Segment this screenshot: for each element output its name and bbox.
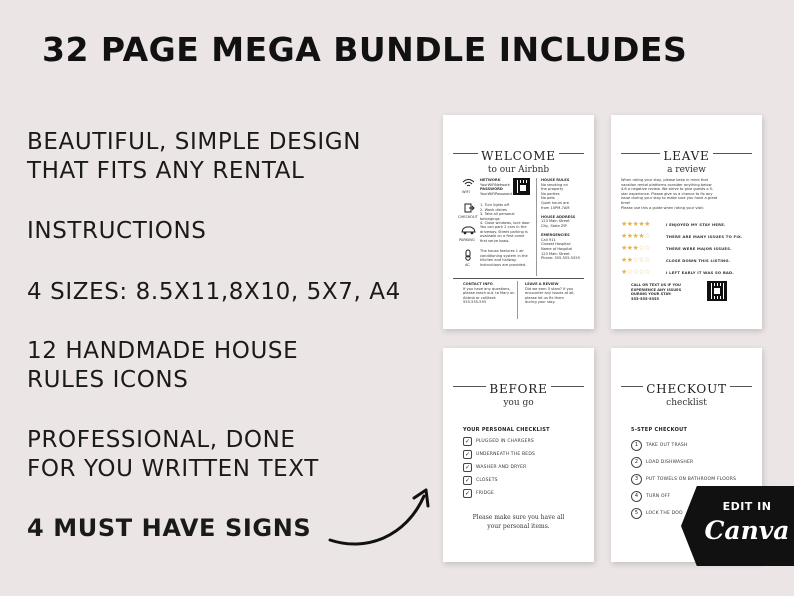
- checkbox-icon: ✓: [464, 490, 471, 497]
- call-text: EXPERIENCE ANY ISSUES: [631, 287, 682, 292]
- step-label: LOCK THE DOO: [646, 511, 683, 516]
- network-label: NETWORK: [480, 178, 501, 182]
- star-rating-1: ★☆☆☆☆: [621, 268, 650, 276]
- rating-label: THERE ARE MANY ISSUES TO FIX.: [666, 233, 743, 239]
- wifi-qr-code: [513, 178, 530, 195]
- rating-row: [621, 220, 726, 228]
- review-intro: issue during your stay to make sure you have a great: [621, 196, 718, 201]
- checklist-label: PLUGGED IN CHARGERS: [476, 439, 534, 444]
- checkout-step: 2. Wash dishes: [480, 207, 507, 212]
- ac-text: kitchen and hallway.: [480, 258, 517, 263]
- car-icon: [461, 226, 476, 235]
- checklist-title: YOUR PERSONAL CHECKLIST: [463, 427, 550, 433]
- call-text: CALL OR TEXT US IF YOU: [631, 283, 681, 287]
- address-label: HOUSE ADDRESS: [541, 214, 576, 219]
- ac-text: conditioning system in the: [480, 253, 528, 258]
- house-rule: No smoking on: [541, 182, 568, 187]
- rating-row: [621, 256, 730, 264]
- star-rating-5: ★★★★★: [621, 220, 650, 228]
- column-divider: [536, 178, 537, 276]
- rating-label: THERE WERE MAJOR ISSUES.: [666, 245, 732, 251]
- checklist-label: WASHER AND DRYER: [476, 465, 527, 470]
- checkout-step: [631, 474, 736, 485]
- house-rules-label: HOUSE RULES: [541, 178, 570, 182]
- step-number: 4: [631, 491, 642, 502]
- checkbox-icon: ✓: [464, 477, 471, 484]
- step-label: PUT TOWELS ON BATHROOM FLOORS: [646, 477, 737, 482]
- wifi-icon: [462, 178, 475, 188]
- rating-row: [621, 268, 734, 276]
- step-number: 1: [631, 440, 642, 451]
- checkbox-icon: ✓: [464, 464, 471, 471]
- ac-text: The house features 1 air: [480, 249, 524, 253]
- network-value: YourWiFiNetwork: [480, 182, 510, 187]
- checkout-step: 4. Close windows, lock door: [480, 221, 530, 226]
- rating-label: I LEFT EARLY IT WAS SO BAD.: [666, 269, 735, 275]
- review-guide: Please use this a guide when rating your visit:: [621, 205, 705, 210]
- step-label: TURN OFF: [646, 494, 671, 499]
- review-qr-code: [707, 281, 727, 301]
- review-title: LEAVE: [660, 149, 712, 163]
- checklist-item: [463, 450, 535, 459]
- step-label: LOAD DISHWASHER: [646, 460, 694, 465]
- checklist-item: [463, 489, 494, 498]
- rating-label: CLOSE DOWN THIS LISTING.: [666, 257, 731, 263]
- thermometer-icon: [463, 249, 473, 261]
- leave-review-text: please let us fix them: [525, 295, 564, 300]
- bottom-divider: [453, 278, 584, 279]
- checklist-label: UNDERNEATH THE BEDS: [476, 452, 536, 457]
- star-rating-2: ★★☆☆☆: [621, 256, 650, 264]
- wifi-label: WIFI: [462, 190, 470, 194]
- checkbox-icon: ✓: [464, 438, 471, 445]
- before-you-go-card: [443, 348, 594, 562]
- checkbox-icon: ✓: [464, 451, 471, 458]
- welcome-subtitle: to our Airbnb: [487, 165, 550, 175]
- feature-signs: 4 MUST HAVE SIGNS: [27, 514, 312, 542]
- parking-label: PARKING: [459, 238, 475, 242]
- emergencies-label: EMERGENCIES: [541, 233, 570, 238]
- review-intro: When rating your stay, please keep in mind that: [621, 178, 709, 182]
- review-intro: time!: [621, 200, 631, 205]
- leave-review-text: during your stay.: [525, 300, 556, 305]
- feature-text-line2: FOR YOU WRITTEN TEXT: [27, 456, 319, 482]
- rating-label: I ENJOYED MY STAY HERE.: [666, 221, 726, 227]
- parking-text: first serve basis.: [480, 238, 510, 243]
- house-rule: the property: [541, 187, 564, 192]
- contact-text: please reach out. to Mary on: [463, 291, 515, 296]
- emergency-line: Name of Hospital: [541, 246, 573, 251]
- contact-text: 555-555-555: [463, 300, 487, 305]
- ac-text: Instructions are provided.: [480, 262, 527, 267]
- feature-sizes: 4 SIZES: 8.5X11,8X10, 5X7, A4: [27, 279, 401, 305]
- feature-text-line1: PROFESSIONAL, DONE: [27, 427, 296, 453]
- ac-label: AC: [465, 263, 470, 267]
- parking-text: driveway. Street parking is: [480, 229, 528, 234]
- checkout-step: [631, 440, 688, 451]
- welcome-sign-card: [443, 115, 594, 329]
- feature-instructions: INSTRUCTIONS: [27, 218, 207, 244]
- canva-logo: Canva: [704, 516, 790, 545]
- emergency-line: Call 911: [541, 237, 556, 242]
- step-label: TAKE OUT TRASH: [646, 443, 688, 448]
- review-sign-card: [611, 115, 762, 329]
- star-rating-3: ★★★☆☆: [621, 244, 650, 252]
- checklist-label: FRIDGE: [476, 491, 495, 496]
- feature-icons-line2: RULES ICONS: [27, 367, 189, 393]
- checklist-item: [463, 463, 527, 472]
- leave-review-text: encounter any issues at all,: [525, 291, 575, 296]
- emergency-line: Phone: 555-555-5555: [541, 256, 580, 261]
- checkout-step: [631, 457, 693, 468]
- password-value: YourWiFiPassword: [480, 191, 512, 196]
- address-line: 123 Main Street: [541, 219, 570, 224]
- password-label: PASSWORD: [480, 187, 503, 192]
- checkout-step: 3. Take all personal belongings: [480, 212, 515, 221]
- checkout-step: [631, 491, 670, 502]
- review-intro: 4.6 a negative review. We strive to give guests a 5-: [621, 187, 714, 192]
- bottom-column-divider: [517, 281, 518, 319]
- step-number: 3: [631, 474, 642, 485]
- checkout-step: 1. Turn lights off: [480, 203, 509, 207]
- feature-icons-line1: 12 HANDMADE HOUSE: [27, 338, 299, 364]
- headline: 32 PAGE MEGA BUNDLE INCLUDES: [42, 30, 688, 69]
- edit-in-canva-badge: [681, 486, 794, 566]
- welcome-title: WELCOME: [478, 149, 559, 163]
- checkout-title: CHECKOUT: [643, 382, 730, 396]
- steps-title: 5-STEP CHECKOUT: [631, 427, 688, 433]
- house-rule: Quiet hours are: [541, 200, 569, 205]
- checkout-label: CHECKOUT: [458, 215, 478, 219]
- address-line: City, State ZIP: [541, 223, 567, 228]
- checkout-step: [631, 508, 683, 519]
- checkout-subtitle: checklist: [666, 398, 707, 408]
- rating-row: [621, 232, 743, 240]
- checklist-label: CLOSETS: [476, 478, 498, 483]
- house-rule: No pets: [541, 196, 555, 201]
- leave-review-text: Did we earn 5 stars? If you: [525, 286, 574, 291]
- house-rule: No parties: [541, 191, 560, 196]
- checklist-item: [463, 476, 498, 485]
- step-number: 2: [631, 457, 642, 468]
- review-intro: star experience. Please give us a chance to fix any: [621, 191, 713, 196]
- leave-review-label: LEAVE A REVIEW: [525, 282, 559, 286]
- house-rule: from 10PM-7AM: [541, 205, 570, 210]
- review-intro: vacation rental platforms consider anything below: [621, 182, 712, 187]
- note-line: Please make sure you have all: [472, 514, 565, 521]
- star-rating-4: ★★★★☆: [621, 232, 650, 240]
- before-subtitle: you go: [503, 398, 534, 408]
- step-number: 5: [631, 508, 642, 519]
- contact-label: CONTACT INFO: [463, 282, 493, 286]
- feature-design-line1: BEAUTIFUL, SIMPLE DESIGN: [27, 129, 362, 155]
- rating-row: [621, 244, 732, 252]
- parking-text: You can park 2 cars in the: [480, 225, 527, 229]
- emergency-line: 123 Main Street: [541, 251, 570, 256]
- review-subtitle: a review: [667, 165, 706, 175]
- curved-arrow-icon: [326, 482, 436, 552]
- note-line: your personal items.: [487, 523, 550, 530]
- before-title: BEFORE: [486, 382, 550, 396]
- feature-design-line2: THAT FITS ANY RENTAL: [27, 158, 305, 184]
- parking-text: available on a first come: [480, 234, 525, 239]
- before-note: [443, 513, 594, 531]
- checkout-door-icon: [464, 203, 475, 213]
- edit-in-label: EDIT IN: [722, 500, 772, 513]
- emergency-line: Closest Hospital:: [541, 242, 572, 247]
- contact-text: If you have any questions,: [463, 286, 511, 291]
- contact-text: Airbnb or call/text:: [463, 295, 497, 300]
- call-text: DURING YOUR STAY:: [631, 292, 672, 297]
- checklist-item: [463, 437, 534, 446]
- call-text: 555-555-5555: [631, 296, 659, 301]
